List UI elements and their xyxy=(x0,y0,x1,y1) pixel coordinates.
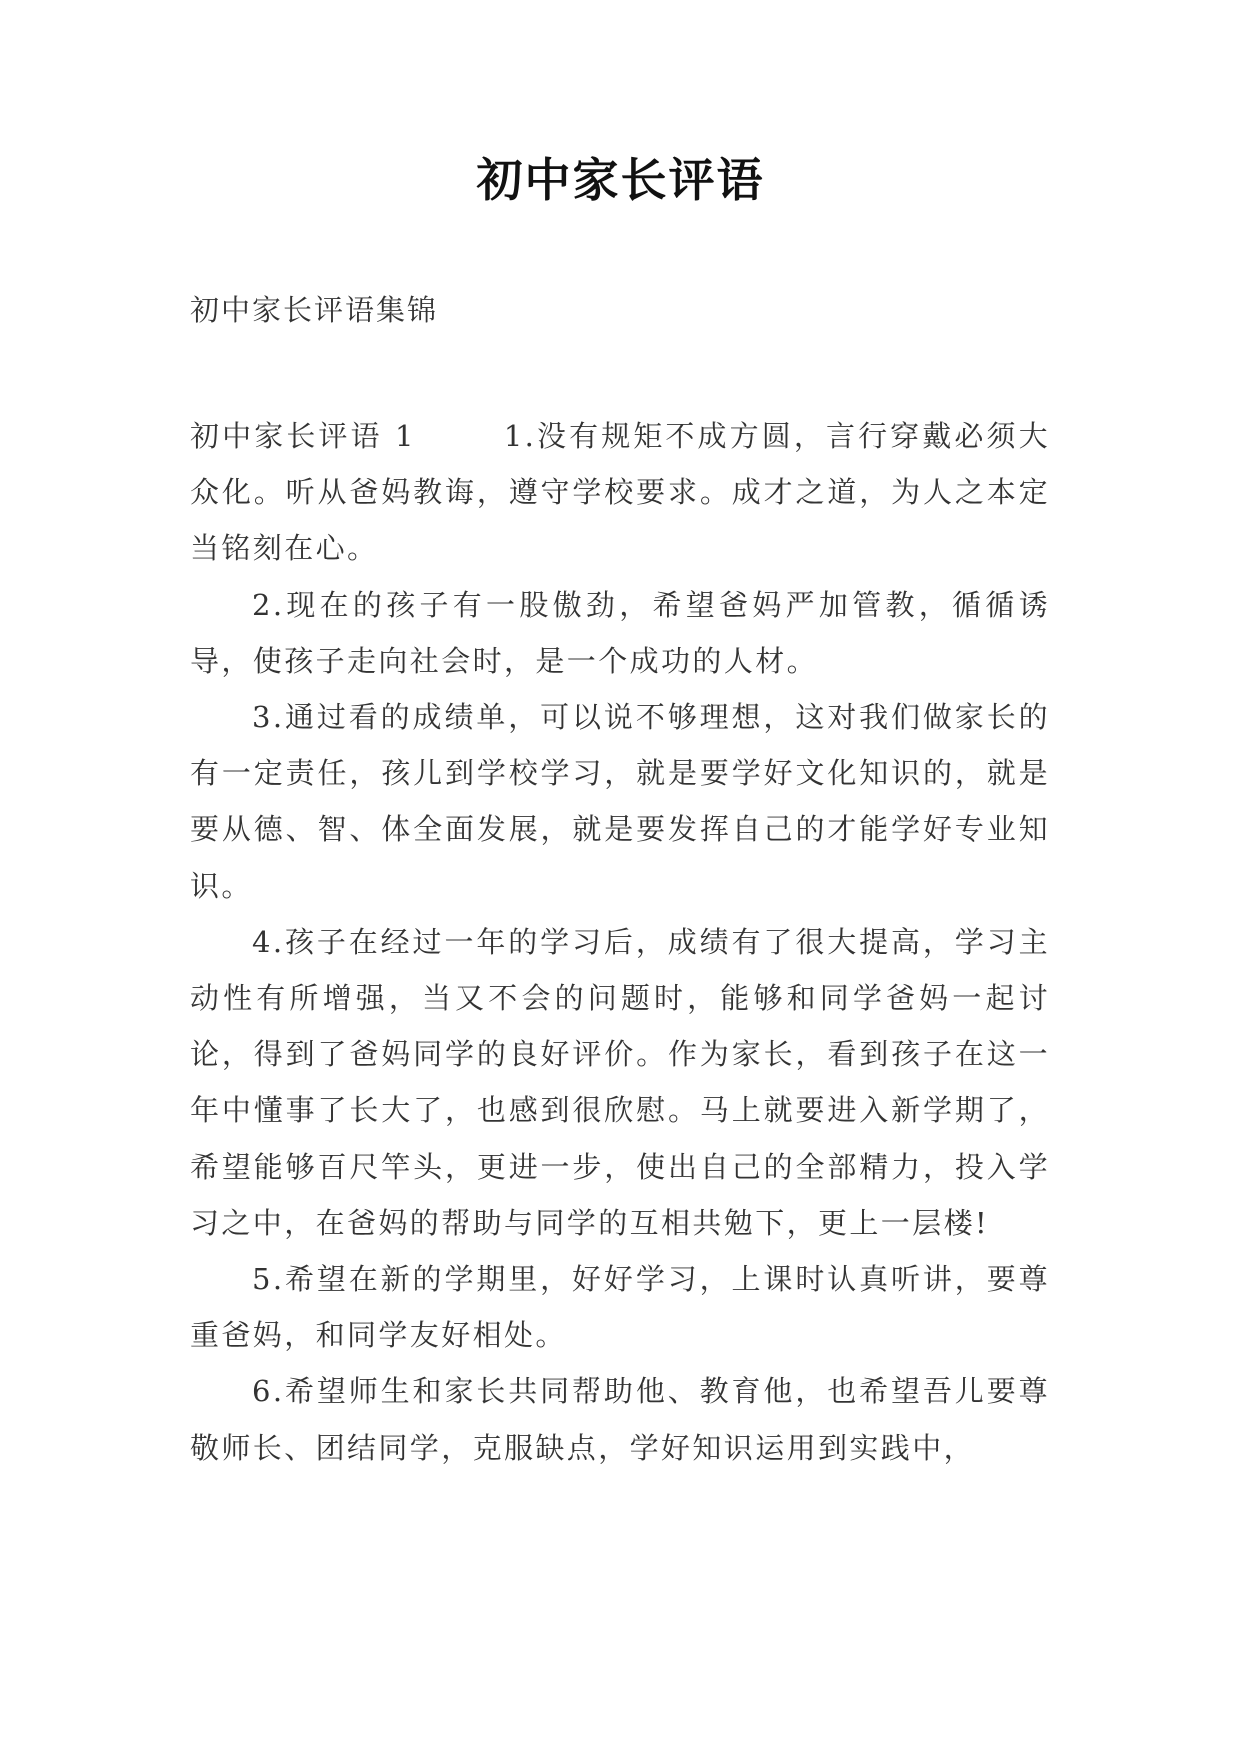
document-title: 初中家长评语 xyxy=(476,153,765,207)
paragraph-2: 2.现在的孩子有一股傲劲，希望爸妈严加管教，循循诱导，使孩子走向社会时，是一个成功的人材。 xyxy=(190,587,1050,678)
paragraph-1-text: 1.没有规矩不成方圆，言行穿戴必须大众化。听从爸妈教诲，遵守学校要求。成才之道，为人之本定当铭刻在心。 xyxy=(190,419,1051,566)
document-subtitle: 初中家长评语集锦 xyxy=(190,293,439,327)
paragraph-1 xyxy=(190,408,1050,577)
paragraph-4: 4.孩子在经过一年的学习后，成绩有了很大提高，学习主动性有所增强，当又不会的问题时，能够和同学爸妈一起讨论，得到了爸妈同学的良好评价。作为家长，看到孩子在这一年中懂事了长大了，也感到很欣慰。马上就要进入新学期了，希望能够百尺竿头，更进一步，使出自己的全部精力，投入学习之中，在爸妈的帮助与同学的互相共勉下，更上一层楼! xyxy=(190,924,1050,1240)
paragraph-6: 6.希望师生和家长共同帮助他、教育他，也希望吾儿要尊敬师长、团结同学，克服缺点，学好知识运用到实践中， xyxy=(190,1374,1050,1465)
paragraph-3: 3.通过看的成绩单，可以说不够理想，这对我们做家长的有一定责任，孩儿到学校学习，就是要学好文化知识的，就是要从德、智、体全面发展，就是要发挥自己的才能学好专业知识。 xyxy=(190,700,1050,903)
document-body xyxy=(190,408,1050,1476)
paragraph-5: 5.希望在新的学期里，好好学习，上课时认真听讲，要尊重爸妈，和同学友好相处。 xyxy=(190,1262,1050,1353)
section-heading: 初中家长评语 1 xyxy=(190,419,416,453)
